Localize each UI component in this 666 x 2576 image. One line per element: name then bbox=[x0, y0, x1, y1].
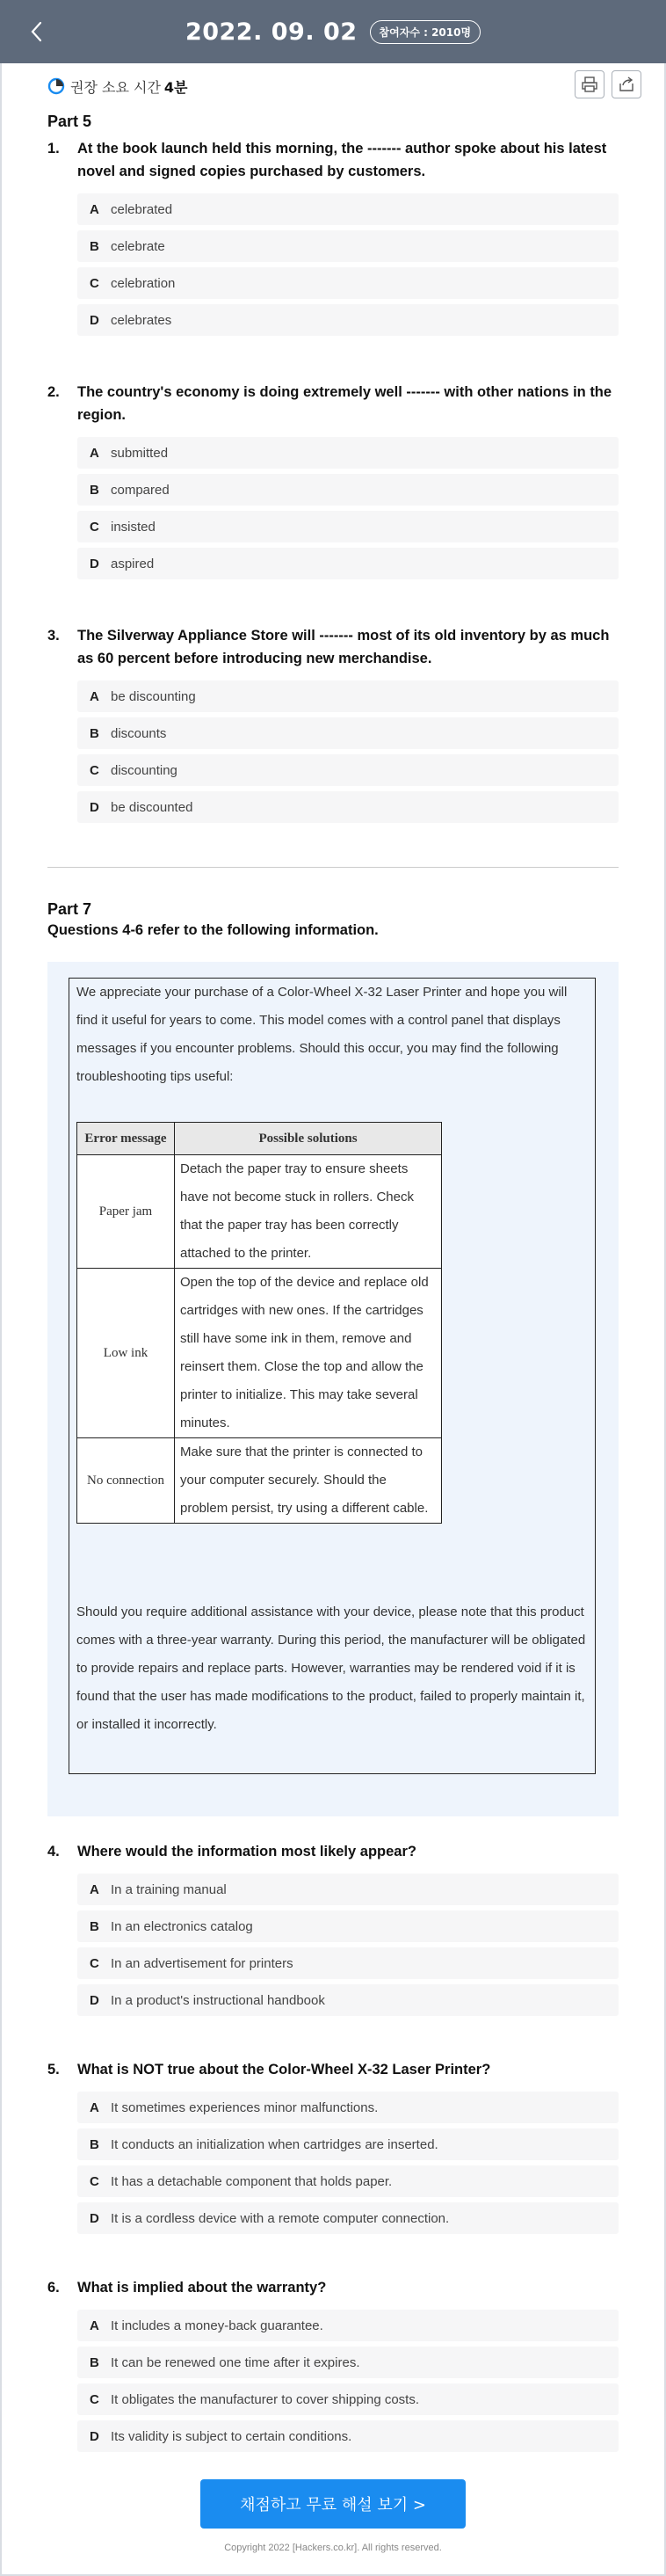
option-letter: A bbox=[90, 2318, 99, 2333]
option-letter: D bbox=[90, 2210, 99, 2226]
option-text: It has a detachable component that holds paper. bbox=[111, 2173, 393, 2189]
option-list bbox=[77, 1874, 619, 2016]
table-header-row bbox=[77, 1123, 442, 1155]
column-header-error: Error message bbox=[77, 1123, 175, 1155]
question-number: 1. bbox=[47, 141, 60, 156]
option-list bbox=[77, 193, 619, 336]
option-letter: C bbox=[90, 519, 99, 535]
option-a[interactable] bbox=[77, 680, 619, 712]
option-letter: D bbox=[90, 556, 99, 571]
option-b[interactable] bbox=[77, 474, 619, 506]
option-letter: B bbox=[90, 2136, 99, 2152]
error-cell: No connection bbox=[77, 1438, 175, 1524]
question-text bbox=[47, 624, 619, 670]
question-1 bbox=[47, 137, 619, 341]
option-a[interactable] bbox=[77, 437, 619, 469]
option-text: In a product's instructional handbook bbox=[111, 1992, 325, 2008]
option-text: It conducts an initialization when cartridges are inserted. bbox=[111, 2136, 438, 2152]
option-a[interactable] bbox=[77, 2092, 619, 2123]
part7-section bbox=[47, 900, 619, 939]
question-text bbox=[47, 2276, 619, 2299]
option-letter: A bbox=[90, 1881, 99, 1897]
option-text: It is a cordless device with a remote computer connection. bbox=[111, 2210, 450, 2226]
part5-title: Part 5 bbox=[47, 113, 92, 130]
question-number: 5. bbox=[47, 2062, 60, 2078]
recommended-time bbox=[47, 76, 188, 97]
question-number: 4. bbox=[47, 1844, 60, 1859]
table-row bbox=[77, 1155, 442, 1269]
option-d[interactable] bbox=[77, 304, 619, 336]
chevron-left-icon bbox=[30, 21, 44, 42]
option-d[interactable] bbox=[77, 548, 619, 579]
clock-icon bbox=[47, 77, 65, 95]
question-stem: At the book launch held this morning, the ------- author spoke about his latest novel and signed copies purchased by customers. bbox=[77, 141, 607, 179]
question-stem: Where would the information most likely appear? bbox=[77, 1844, 416, 1859]
option-letter: D bbox=[90, 1992, 99, 2008]
question-number: 3. bbox=[47, 628, 60, 644]
grade-and-view-solutions-button[interactable]: 채점하고 무료 해설 보기 > bbox=[200, 2479, 466, 2529]
share-button[interactable] bbox=[612, 70, 641, 98]
part5-section bbox=[47, 113, 619, 131]
option-letter: D bbox=[90, 2428, 99, 2444]
option-letter: C bbox=[90, 1955, 99, 1971]
solution-cell: Detach the paper tray to ensure sheets have not become stuck in rollers. Check that the paper tray has been correctly attached to the printer. bbox=[175, 1155, 442, 1269]
option-text: compared bbox=[111, 482, 170, 498]
question-text bbox=[47, 381, 619, 426]
option-letter: C bbox=[90, 275, 99, 291]
solution-cell: Open the top of the device and replace old cartridges with new ones. If the cartridges still have some ink in them, remove and reinsert them. Close the top and allow the printer to initialize. This may take several minutes. bbox=[175, 1269, 442, 1438]
option-letter: B bbox=[90, 725, 99, 741]
option-text: celebrated bbox=[111, 201, 173, 217]
print-button[interactable] bbox=[575, 70, 604, 98]
share-icon bbox=[618, 76, 635, 93]
option-text: In an advertisement for printers bbox=[111, 1955, 293, 1971]
option-list bbox=[77, 437, 619, 579]
recommended-time-label: 권장 소요 시간 bbox=[70, 78, 161, 96]
option-letter: B bbox=[90, 238, 99, 254]
column-header-solutions: Possible solutions bbox=[175, 1123, 442, 1155]
table-row bbox=[77, 1438, 442, 1524]
option-text: celebrate bbox=[111, 238, 165, 254]
option-letter: A bbox=[90, 201, 99, 217]
option-b[interactable] bbox=[77, 2128, 619, 2160]
question-stem: What is NOT true about the Color-Wheel X-32 Laser Printer? bbox=[77, 2062, 491, 2078]
option-text: In an electronics catalog bbox=[111, 1918, 253, 1934]
option-text: be discounting bbox=[111, 688, 196, 704]
option-text: It includes a money-back guarantee. bbox=[111, 2318, 323, 2333]
header-bar bbox=[0, 0, 666, 63]
option-letter: B bbox=[90, 482, 99, 498]
option-c[interactable] bbox=[77, 267, 619, 299]
question-4 bbox=[47, 1840, 619, 2021]
passage-intro: We appreciate your purchase of a Color-Wheel X-32 Laser Printer and hope you will find it useful for years to come. This model comes with a control panel that displays messages if you encounter problems. Should this occur, you may find the following troubleshooting tips useful: bbox=[76, 985, 568, 1084]
option-letter: A bbox=[90, 688, 99, 704]
page-title: 2022. 09. 02 bbox=[185, 18, 358, 46]
option-b[interactable] bbox=[77, 717, 619, 749]
option-letter: C bbox=[90, 762, 99, 778]
option-b[interactable] bbox=[77, 2347, 619, 2378]
option-c[interactable] bbox=[77, 2383, 619, 2415]
question-text bbox=[47, 1840, 619, 1863]
option-letter: B bbox=[90, 1918, 99, 1934]
question-stem: The country's economy is doing extremely well ------- with other nations in the region. bbox=[77, 384, 612, 423]
option-letter: A bbox=[90, 445, 99, 461]
option-text: submitted bbox=[111, 445, 169, 461]
option-d[interactable] bbox=[77, 1984, 619, 2016]
option-text: discounts bbox=[111, 725, 167, 741]
back-button[interactable] bbox=[25, 19, 49, 44]
option-letter: C bbox=[90, 2173, 99, 2189]
passage-box bbox=[69, 978, 596, 1774]
option-letter: D bbox=[90, 312, 99, 328]
option-text: It sometimes experiences minor malfunctions. bbox=[111, 2099, 379, 2115]
option-letter: B bbox=[90, 2354, 99, 2370]
question-3 bbox=[47, 624, 619, 828]
question-text bbox=[47, 2058, 619, 2081]
option-text: insisted bbox=[111, 519, 156, 535]
option-text: It obligates the manufacturer to cover shipping costs. bbox=[111, 2391, 420, 2407]
option-text: In a training manual bbox=[111, 1881, 227, 1897]
question-number: 2. bbox=[47, 384, 60, 400]
recommended-time-value: 4분 bbox=[163, 78, 188, 96]
option-c[interactable] bbox=[77, 2165, 619, 2197]
option-text: aspired bbox=[111, 556, 155, 571]
question-text bbox=[47, 137, 619, 183]
section-divider bbox=[47, 867, 619, 868]
option-text: Its validity is subject to certain conditions. bbox=[111, 2428, 352, 2444]
part7-title: Part 7 bbox=[47, 900, 92, 918]
part7-subtitle: Questions 4-6 refer to the following information. bbox=[47, 922, 379, 938]
table-row bbox=[77, 1269, 442, 1438]
question-6 bbox=[47, 2276, 619, 2457]
option-text: be discounted bbox=[111, 799, 193, 815]
option-letter: C bbox=[90, 2391, 99, 2407]
copyright-text: Copyright 2022 [Hackers.co.kr]. All rights reserved. bbox=[224, 2543, 442, 2553]
option-c[interactable] bbox=[77, 1947, 619, 1979]
option-text: It can be renewed one time after it expires. bbox=[111, 2354, 360, 2370]
question-number: 6. bbox=[47, 2280, 60, 2296]
option-letter: D bbox=[90, 799, 99, 815]
option-b[interactable] bbox=[77, 230, 619, 262]
troubleshooting-table bbox=[76, 1122, 442, 1524]
question-2 bbox=[47, 381, 619, 585]
question-stem: The Silverway Appliance Store will ------- most of its old inventory by as much as 60 percent before introducing new merchandise. bbox=[77, 628, 610, 666]
option-text: celebrates bbox=[111, 312, 172, 328]
option-list bbox=[77, 2092, 619, 2234]
question-5 bbox=[47, 2058, 619, 2239]
print-icon bbox=[581, 76, 598, 93]
option-d[interactable] bbox=[77, 2202, 619, 2234]
option-text: discounting bbox=[111, 762, 177, 778]
option-list bbox=[77, 2310, 619, 2452]
option-d[interactable] bbox=[77, 791, 619, 823]
option-letter: A bbox=[90, 2099, 99, 2115]
option-d[interactable] bbox=[77, 2420, 619, 2452]
option-a[interactable] bbox=[77, 1874, 619, 1905]
participants-badge: 참여자수 : 2010명 bbox=[370, 20, 481, 44]
solution-cell: Make sure that the printer is connected to your computer securely. Should the problem persist, try using a different cable. bbox=[175, 1438, 442, 1524]
option-text: celebration bbox=[111, 275, 176, 291]
option-c[interactable] bbox=[77, 754, 619, 786]
option-c[interactable] bbox=[77, 511, 619, 542]
passage-closing: Should you require additional assistance with your device, please note that this product comes with a three-year warranty. During this period, the manufacturer will be obligated to provide repairs and replace parts. However, warranties may be rendered void if it is found that the user has made modifications to the product, failed to properly maintain it, or installed it incorrectly. bbox=[76, 1605, 586, 1732]
option-a[interactable] bbox=[77, 193, 619, 225]
option-list bbox=[77, 680, 619, 823]
error-cell: Paper jam bbox=[77, 1155, 175, 1269]
error-cell: Low ink bbox=[77, 1269, 175, 1438]
question-stem: What is implied about the warranty? bbox=[77, 2280, 327, 2296]
option-a[interactable] bbox=[77, 2310, 619, 2341]
option-b[interactable] bbox=[77, 1910, 619, 1942]
